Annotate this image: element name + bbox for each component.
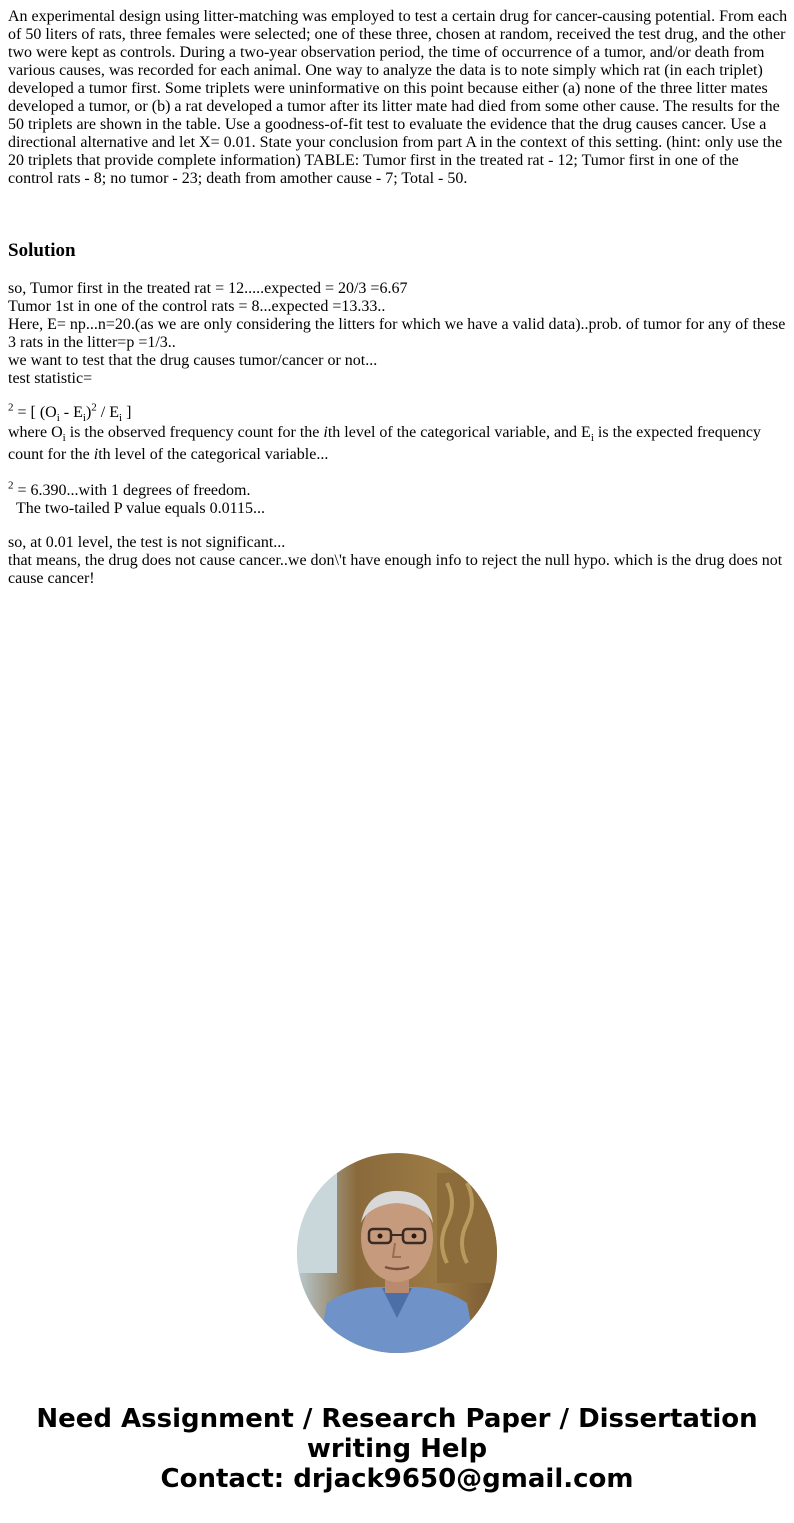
- explanation-italic: i: [93, 446, 99, 463]
- formula-part: - E: [59, 404, 83, 421]
- explanation-part: where O: [8, 424, 63, 441]
- explanation-part: th level of the categorical variable...: [98, 446, 329, 463]
- test-statistic-formula: [8, 401, 788, 425]
- explanation-part: is the observed frequency count for the: [65, 424, 324, 441]
- p-value: The two-tailed P value equals 0.0115...: [16, 500, 265, 517]
- solution-line-1: so, Tumor first in the treated rat = 12.....expected = 20/3 =6.67: [8, 280, 408, 297]
- explanation-part: th level of the categorical variable, and E: [327, 424, 591, 441]
- formula-part: ): [85, 404, 92, 421]
- solution-body: [8, 280, 788, 588]
- conclusion-line-1: so, at 0.01 level, the test is not significant...: [8, 534, 286, 551]
- chi-square-result: [8, 479, 788, 500]
- conclusion-line-2: that means, the drug does not cause cancer..we don\'t have enough info to reject the null hypo. which is the drug does not cause cancer!: [8, 552, 783, 587]
- promo-line-1: Need Assignment / Research Paper / Dissertation: [36, 1404, 758, 1434]
- promo-banner: [0, 1404, 794, 1494]
- formula-part: / E: [96, 404, 120, 421]
- promo-contact: Contact: drjack9650@gmail.com: [160, 1464, 634, 1494]
- explanation-part: is the expected frequency count for the: [8, 424, 761, 463]
- result-value: = 6.390...with 1 degrees of freedom.: [13, 482, 251, 499]
- formula-sub: i: [56, 412, 60, 425]
- avatar-illustration: [297, 1153, 497, 1353]
- promo-line-2: writing Help: [306, 1434, 488, 1464]
- formula-part: ]: [122, 404, 132, 421]
- result-sup: 2: [8, 479, 14, 492]
- formula-sub: i: [82, 412, 86, 425]
- question-text: An experimental design using litter-matching was employed to test a certain drug for cancer-causing potential. From each of 50 liters of rats, three females were selected; one of these three, chosen at random, received the test drug, and the other two were kept as controls. During a two-year observation period, the time of occurrence of a tumor, and/or death from various causes, was recorded for each animal. One way to analyze the data is to note simply which rat (in each triplet) developed a tumor first. Some triplets were uninformative on this point because either (a) none of the three litter mates developed a tumor, or (b) a rat developed a tumor after its litter mate had died from some other cause. The results for the 50 triplets are shown in the table. Use a goodness-of-fit test to evaluate the evidence that the drug causes cancer. Use a directional alternative and let X= 0.01. State your conclusion from part A in the context of this setting. (hint: only use the 20 triplets that provide complete information) TABLE: Tumor first in the treated rat - 12; Tumor first in one of the control rats - 8; no tumor - 23; death from amother cause - 7; Total - 50.: [8, 8, 788, 187]
- formula-sup: 2: [91, 401, 97, 414]
- explanation-sub: i: [62, 432, 66, 445]
- formula-explanation: [8, 422, 788, 466]
- formula-sub: i: [119, 412, 123, 425]
- author-avatar: [297, 1153, 497, 1353]
- solution-line-4: we want to test that the drug causes tumor/cancer or not...: [8, 352, 378, 369]
- solution-heading: Solution: [8, 240, 76, 261]
- solution-line-2: Tumor 1st in one of the control rats = 8...expected =13.33..: [8, 298, 386, 315]
- explanation-sub: i: [590, 432, 594, 445]
- formula-part: = [ (O: [13, 404, 57, 421]
- page-content: [8, 8, 788, 587]
- solution-line-3: Here, E= np...n=20.(as we are only considering the litters for which we have a valid data)..prob. of tumor for any of these 3 rats in the litter=p =1/3..: [8, 316, 786, 351]
- explanation-italic: i: [323, 424, 328, 441]
- solution-line-5: test statistic=: [8, 370, 93, 387]
- formula-sup: 2: [8, 401, 14, 414]
